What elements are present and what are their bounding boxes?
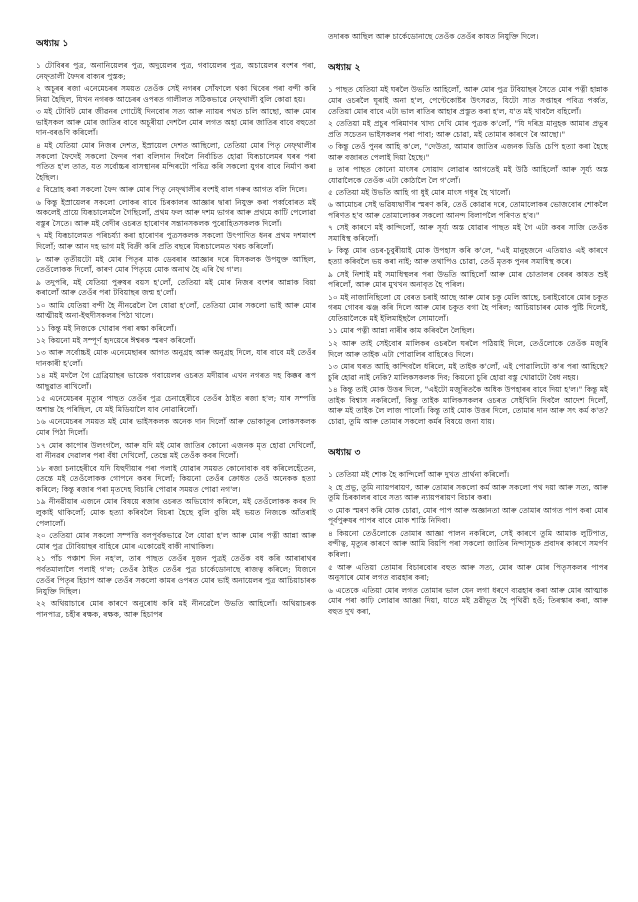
verse: ৩ মোক স্মৰণ কৰি মোক চোৱা, মোৰ পাপ আৰু অজ্ঞানতা আৰু তোমাৰ আগত পাপ কৰা মোৰ পূৰ্বপুৰুষৰ পাপৰ বাবে মোক শাস্তি নিদিবা। (328, 505, 608, 526)
chapter-2-heading: অধ্যায় ২ (328, 63, 361, 74)
verse: ৮ কিন্তু মোৰ ওচৰ-চুবুৰীয়াই মোক উপহাস কৰি ক'লে, "এই মানুহজনে এতিয়াও এই কাৰণে হত্যা কৰিবলৈ ভয় কৰা নাই; আৰু তথাপিও চোৱা, তেওঁ মৃতক পুনৰ সমাধিস্থ কৰে। (328, 246, 608, 267)
verse: ১২ কিয়নো মই সম্পূৰ্ণ হৃদয়েৰে ঈশ্বৰক স্মৰণ কৰিলোঁ। (36, 336, 196, 346)
verse: ৪ কিয়নো তেওঁলোকে তোমাৰ আজ্ঞা পালন নকৰিলে, সেই কাৰণে তুমি আমাক লুটিপাত, বন্দীত্ব, মৃত্যুৰ কাৰণে আৰু আমি বিয়পি পৰা সকলো জাতিৰ নিন্দাসূচক প্ৰবাদৰ কাৰণে সমৰ্পণ কৰিলা। (328, 528, 608, 560)
right-column (328, 32, 608, 876)
verse: ২ তেতিয়া মই প্ৰচুৰ পৰিমাণৰ খাদ্য দেখি মোৰ পুত্ৰক ক'লোঁ, "যি দৰিদ্ৰ মানুহক আমাৰ প্ৰভুৰ প্ৰতি সচেতন ভাইসকলৰ পৰা পাবা; আৰু চোৱা, মই তোমাৰ কাৰণে ৰৈ আছো।" (328, 118, 608, 139)
verse: ২০ তেতিয়া মোৰ সকলো সম্পত্তি বলপূৰ্বকভাৱে লৈ যোৱা হ'ল আৰু মোৰ পত্নী আন্না আৰু মোৰ পুত্ৰ টোবিয়াছৰ বাহিৰে মোৰ একোৱেই বাকী নাথাকিল। (36, 531, 316, 552)
verse: ৬ আমোচৰ সেই ভৱিষ্যদ্বাণীৰ স্মৰণ কৰি, তেওঁ কোৱাৰ দৰে, তোমালোকৰ ভোজবোৰ শোকলৈ পৰিণত হ'ব আৰু তোমালোকৰ সকলো আনন্দ বিলাপলৈ পৰিণত হ'ব।" (328, 200, 608, 221)
verse: ১ টোবিৰৰ পুত্ৰ, অনানিয়েলৰ পুত্ৰ, অদুয়েলৰ পুত্ৰ, গবায়েলৰ পুত্ৰ, অচায়েলৰ বংশৰ পৰা, নেফ্‌তালী ফৈদৰ বাক্যৰ পুস্তক; (36, 60, 316, 81)
verse: ২১ পাঁচ পঞ্চাশ দিন নহ'ল, তাৰ পাছত তেওঁৰ দুজন পুত্ৰই তেওঁক বধ কৰি আৰাৰাথৰ পৰ্বতমালালৈ পলাই গ'ল; তেওঁৰ ঠাইত তেওঁৰ পুত্ৰ চাৰ্কেডোনাছে ৰাজত্ব কৰিলে; যিজনে তেওঁৰ পিতৃৰ হিচাপ আৰু তেওঁৰ সকলো কামৰ ওপৰত মোৰ ভাই অনায়েলৰ পুত্ৰ আচিয়াচাৰক নিযুক্তি দিছিল। (36, 554, 316, 596)
verse: ২ অচূৰৰ ৰজা এনেমেচৰৰ সময়ত তেওঁক সেই নগৰৰ সোঁফালে থকা থিবেৰ পৰা বন্দী কৰি নিয়া হৈছিল, যিখন নগৰক আচেৰৰ ওপৰত গালীলত সঠিকভাৱে নেফ্‌থালী বুলি কোৱা হয়। (36, 83, 316, 104)
left-column (36, 32, 316, 876)
verse: ১৯ নীনৱীয়াৰ এজনে মোৰ বিষয়ে ৰজাৰ ওচৰত অভিযোগ কৰিলে, মই তেওঁলোকক কবৰ দি লুকাই থাকিলোঁ; মোক হত্যা কৰিবলৈ বিচৰা হৈছে বুলি বুজি মই ভয়ত নিজকে আঁতৰাই পেলালোঁ। (36, 497, 316, 529)
verse: ১৭ মোৰ কাপোৰ উলংগলৈ, আৰু যদি মই মোৰ জাতিৰ কোনো এজনক মৃত হোৱা দেখিলোঁ, বা নীনৱৰ দেৱালৰ পৰা বঁধা দেখিলোঁ, তেন্তে মই তেওঁক কবৰ দিলোঁ। (36, 440, 316, 461)
verse: ১২ আৰু তাই সেইবোৰ মালিকৰ ওচৰলৈ ঘৰলৈ পঠিয়াই দিলে, তেওঁলোকে তেওঁক মজুৰি দিলে আৰু তাইক এটা পোৱালিৰ বাহিৰেও দিলে। (328, 338, 608, 359)
verse: ৯ তদুপৰি, মই যেতিয়া পুৰুষৰ বয়স হ'লোঁ, তেতিয়া মই মোৰ নিজৰ বংশৰ আন্নাক বিয়া কৰালোঁ আৰু তেওঁৰ পৰা টবিয়াছৰ জন্ম হ'লোঁ। (36, 277, 316, 298)
chapter-1-continued: তদাৰক আছিল আৰু চাৰ্কেডোনাছে তেওঁক তেওঁৰ কাষত নিযুক্তি দিলে। (328, 32, 539, 41)
chapter-1-verses (36, 61, 316, 621)
verse: ১৫ এনেমেচৰৰ মৃত্যুৰ পাছত তেওঁৰ পুত্ৰ চেনাহেৰীবে তেওঁৰ ঠাইত ৰজা হ'ল; যাৰ সম্পত্তি অশান্ত হৈ পৰিছিল, যে মই মিডিয়ালৈ যাব নোৱাৰিলোঁ। (36, 394, 316, 415)
verse: ১ পাছত যেতিয়া মই ঘৰলৈ উভতি আহিলোঁ, আৰু মোৰ পুত্ৰ টবিয়াছৰ সৈতে মোৰ পত্নী হান্নাক মোৰ ওচৰলৈ ঘূৰাই অনা হ'ল, পেণ্টেকোষ্টৰ উৎসৱত, যিটো সাত সপ্তাহৰ পবিত্ৰ পৰ্ব্বত, তেতিয়া মোৰ বাবে এটা ভাল ৰাতিৰ আহাৰ প্ৰস্তুত কৰা হ'ল, য'ত মই খাবলৈ বহিলোঁ। (328, 85, 608, 116)
verse: ৩ কিন্তু তেওঁ পুনৰ আহি ক'লে, "দেউতা, আমাৰ জাতিৰ এজনক ডিঙি চেপি হত্যা কৰা হৈছে আৰু বজাৰত পেলাই দিয়া হৈছে।" (328, 141, 608, 162)
chapter-3-heading: অধ্যায় ৩ (328, 448, 361, 459)
chapter-3-verses (328, 470, 608, 618)
verse: ১ তেতিয়া মই শোক হৈ কান্দিলোঁ আৰু দুখত প্ৰাৰ্থনা কৰিলোঁ। (328, 470, 510, 480)
verse: ১৪ মই মদলৈ গৈ গ্ৰেব্ৰিয়াছৰ ভায়েক গবায়েলৰ ওচৰত মদীয়াৰ এখন নগৰত দহ কিক্কৰ ৰূপ আছুৱাত ৰাখিলোঁ। (36, 371, 316, 392)
verse: ১১ মোৰ পত্নী আন্না নাৰীৰ কাম কৰিবলৈ লৈছিল। (328, 326, 475, 336)
verse: ৫ তেতিয়া মই উভতি আহি গা ধুই মোৰ মাংস গধূৰ হৈ খালোঁ। (328, 188, 511, 198)
verse: ৬ এতেকে এতিয়া মোৰ লগত তোমাৰ ভাল যেন লগা ধৰণে ব্যৱহাৰ কৰা আৰু মোৰ আত্মাক মোৰ পৰা কাঢ়ি লোৱাৰ আজ্ঞা দিয়া, যাতে মই দ্ৰৱীভূত হৈ পৃথিৱী হওঁ; তিৰস্কাৰ কৰা, আৰু বহুত দুখ কৰা, (328, 585, 608, 617)
verse: ১৩ মোৰ ঘৰত আহি কান্দিবলৈ ধৰিলে, মই তাইক ক'লোঁ, এই পোৱালিটো ক'ৰ পৰা আহিছে? চুৰি হোৱা নাই নেকি? মালিকসকলক দিব; কিয়নো চুৰি হোৱা বস্তু খোৱাটো বৈধ নহয়। (328, 361, 608, 382)
chapter-1-heading: অধ্যায় ১ (36, 39, 69, 49)
verse: ৫ আৰু এতিয়া তোমাৰ বিচাৰবোৰ বহুত আৰু সত্য, মোৰ আৰু মোৰ পিতৃসকলৰ পাপৰ অনুসাৰে মোৰ লগত ব্যৱহাৰ কৰা; (328, 562, 608, 583)
verse: ৬ কিন্তু ইস্ৰায়েলৰ সকলো লোকৰ বাবে চিৰকালৰ আজ্ঞাৰ দ্বাৰা নিযুক্ত কৰা পৰ্ব্ববোৰত মই অকলেই প্ৰায়ে যিৰূচালেমলৈ গৈছিলোঁ, প্ৰথম ফল আৰু দশম ভাগৰ আৰু প্ৰথমে কাটি পেলোৱা বস্তুৰ সৈতে। আৰু মই বেদীৰ ওচৰত হাৰোণৰ সন্তানসকলক পুৰোহিতসকলক দিলোঁ। (36, 197, 316, 229)
verse: ৭ সেই কাৰণে মই কান্দিলোঁ, আৰু সূৰ্য্য অস্ত যোৱাৰ পাছত মই গৈ এটা কবৰ সাজি তেওঁক সমাধিস্থ কৰিলোঁ। (328, 223, 608, 244)
verse: ৩ মই টোবিট মোৰ জীৱনৰ গোটেই দিনবোৰ সত্য আৰু ন্যায়ৰ পথত চলি আছো, আৰু মোৰ ভাইসকল আৰু মোৰ জাতিৰ বাবে অচূৰীয়া দেশলৈ মোৰ লগত অহা মোৰ জাতিৰ বাবে বহুতো দান-বৰঙণি কৰিলোঁ। (36, 106, 316, 138)
verse: ২২ অথিয়াচাৰে মোৰ কাৰণে অনুৰোধ কৰি মই নীনৱেলৈ উভতি আহিলোঁ। অথিয়াচৰক পানপাত্ৰ, চহীৰ ৰক্ষক, ৰক্ষক, আৰু হিচাপৰ (36, 598, 316, 619)
verse: ৪ মই যেতিয়া মোৰ নিজৰ দেশত, ইস্ৰায়েল দেশত আছিলো, তেতিয়া মোৰ পিতৃ নেফ্‌থালীৰ সকলো ফৈদেই সকলো ফৈদৰ পৰা বলিদান দিবলৈ নিৰ্বাচিত হোৱা যিৰূচালেমৰ ঘৰৰ পৰা পতিত হ'ল তাত, যত সৰ্বোচ্চৰ বাসস্থানৰ মন্দিৰটো পবিত্ৰ কৰি সকলো যুগৰ বাবে নিৰ্মাণ কৰা হৈছিল। (36, 140, 316, 183)
verse: ৪ তাৰ পাছত কোনো মাংসৰ সোয়াদ লোৱাৰ আগতেই মই উঠি আহিলোঁ আৰু সূৰ্য্য অস্ত যোৱালৈকে তেওঁক এটা কোঠালৈ লৈ গ'লোঁ। (328, 165, 608, 185)
verse: ১৩ আৰু সৰ্বোচ্চই মোক এনেমেছাৰৰ আগত অনুগ্ৰহ আৰু অনুগ্ৰহ দিলে, যাৰ বাবে মই তেওঁৰ দানকাৰী হ'লোঁ। (36, 348, 316, 369)
verse: ১৮ ৰজা চনাহেৰীবে যদি যিহুদীয়াৰ পৰা পলাই যোৱাৰ সময়ত কোনোবাক বধ কৰিলেহেঁতেন, তেন্তে মই তেওঁলোকক গোপনে কবৰ দিলোঁ; কিয়নো তেওঁৰ ক্ৰোধত তেওঁ অনেকক হত্যা কৰিলে; কিন্তু ৰজাৰ পৰা মৃতদেহ বিচাৰি পোৱাৰ সময়ত পোৱা নগ'ল। (36, 463, 316, 495)
verse: ১৪ কিন্তু তাই মোক উত্তৰ দিলে, "এইটো মজুৰিতকৈ অধিক উপহাৰৰ বাবে দিয়া হ'ল।" কিন্তু মই তাইক বিশ্বাস নকৰিলোঁ, কিন্তু তাইক মালিকসকলৰ ওচৰত সেইখিনি দিবলৈ আদেশ দিলোঁ, আৰু মই তাইক লৈ লাজ পালোঁ। কিন্তু তাই মোক উত্তৰ দিলে, তোমাৰ দান আৰু সৎ কৰ্ম ক'ত? চোৱা, তুমি আৰু তোমাৰ সকলো কৰ্মৰ বিষয়ে জনা যায়। (328, 384, 608, 427)
verse: ১৬ এনেমেচৰৰ সময়ত মই মোৰ ভাইসকলক অনেক দান দিলোঁ আৰু ভোকাতুৰ লোকসকলক মোৰ পিঠা দিলোঁ। (36, 417, 316, 438)
verse: ৮ আৰু তৃতীয়টো মই মোৰ পিতৃৰ মাক ডেবৰাৰ আজ্ঞাৰ দৰে যিসকলক উপযুক্ত আছিল, তেওঁলোকক দিলোঁ, কাৰণ মোৰ পিতৃয়ে মোক অনাথ হৈ এৰি থৈ গ'ল। (36, 254, 316, 275)
verse: ৫ বিদ্ৰোহ কৰা সকলো ফৈদ আৰু মোৰ পিতৃ নেফ্‌থালীৰ বংশই বাল গৰুৰ আগত বলি দিলে। (36, 185, 307, 195)
verse: ১১ কিন্তু মই নিজকে খোৱাৰ পৰা ৰক্ষা কৰিলোঁ। (36, 323, 177, 333)
verse: ২ হে প্ৰভু, তুমি ন্যায়পৰায়ণ, আৰু তোমাৰ সকলো কৰ্ম আৰু সকলো পথ দয়া আৰু সত্য, আৰু তুমি চিৰকালৰ বাবে সত্য আৰু ন্যায়পৰায়ণ বিচাৰ কৰা। (328, 482, 608, 503)
verse: ১০ মই নাজানিছিলো যে বেৰত চৰাই আছে আৰু মোৰ চকু মেলি আছে, চৰাইবোৰে মোৰ চকুত গৰম গোবৰ ঝঞ্জ কৰি দিলে আৰু মোৰ চকুত বগা হৈ পৰিল; আচিয়াচাৰৰ মোক পুষ্টি দিলেই, যেতিয়ালৈকে মই ইলিমাইছলৈ সোমালোঁ। (328, 292, 608, 324)
verse: ৭ মই যিৰূচালেমত পৰিচৰ্য্যা কৰা হাৰোণৰ পুত্ৰসকলক সকলো উৎপাদিত ধনৰ প্ৰথম দশমাংশ দিলোঁ; আৰু আন দহ ভাগ মই বিক্ৰী কৰি প্ৰতি বছৰে যিৰূচালেমত খৰচ কৰিলোঁ। (36, 231, 316, 252)
verse: ১০ আমি যেতিয়া বন্দী হৈ নীনৱেলৈ লৈ যোৱা হ'লোঁ, তেতিয়া মোৰ সকলো ভাই আৰু মোৰ আত্মীয়ই অনা-ইহুদীসকলৰ পিঠা খালে। (36, 300, 316, 321)
chapter-2-verses (328, 85, 608, 428)
verse: ৯ সেই নিশাই মই সমাধিস্থলৰ পৰা উভতি আহিলোঁ আৰু মোৰ চোতালৰ বেৰৰ কাষত শুই পৰিলোঁ, আৰু মোৰ মুখখন অনাবৃত হৈ পৰিল। (328, 269, 608, 290)
